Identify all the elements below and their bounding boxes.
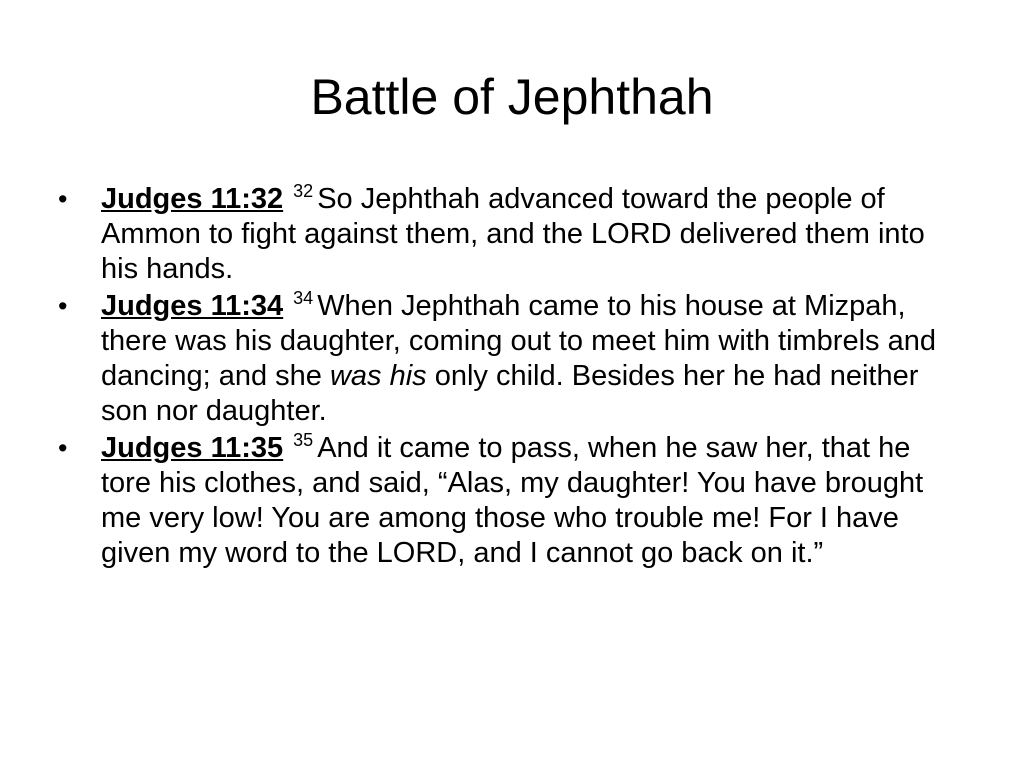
verse-text: only child. Besides her he had neither son nor daughter. — [101, 360, 919, 427]
verse-text: And it came to pass, when he saw her, that he tore his clothes, and said, “Alas, my daughter! You have brought me very low! You are among those who trouble me! For I have given my word to the LORD, and I cannot go back on it.” — [101, 432, 924, 569]
verse-reference: Judges 11:32 — [101, 183, 284, 215]
verse-reference: Judges 11:34 — [101, 290, 284, 322]
verse-number: 34 — [293, 288, 314, 309]
verse-text: So Jephthah advanced toward the people of Ammon to fight against them, and the LORD delivered them into his hands. — [101, 183, 925, 285]
verse-list — [50, 182, 965, 573]
verse-number: 32 — [293, 181, 314, 202]
verse-text-italic: was his — [329, 360, 427, 392]
verse-text: When Jephthah came to his house at Mizpah, there was his daughter, coming out to meet him with timbrels and dancing; and she — [101, 290, 936, 392]
slide-title: Battle of Jephthah — [310, 69, 714, 125]
verse-item — [50, 431, 965, 571]
bullet-icon: • — [58, 184, 68, 214]
bullet-icon: • — [58, 433, 68, 463]
bullet-icon: • — [58, 291, 68, 321]
verse-item — [50, 182, 965, 287]
verse-item — [50, 289, 965, 429]
verse-number: 35 — [293, 430, 314, 451]
verse-reference: Judges 11:35 — [101, 432, 284, 464]
